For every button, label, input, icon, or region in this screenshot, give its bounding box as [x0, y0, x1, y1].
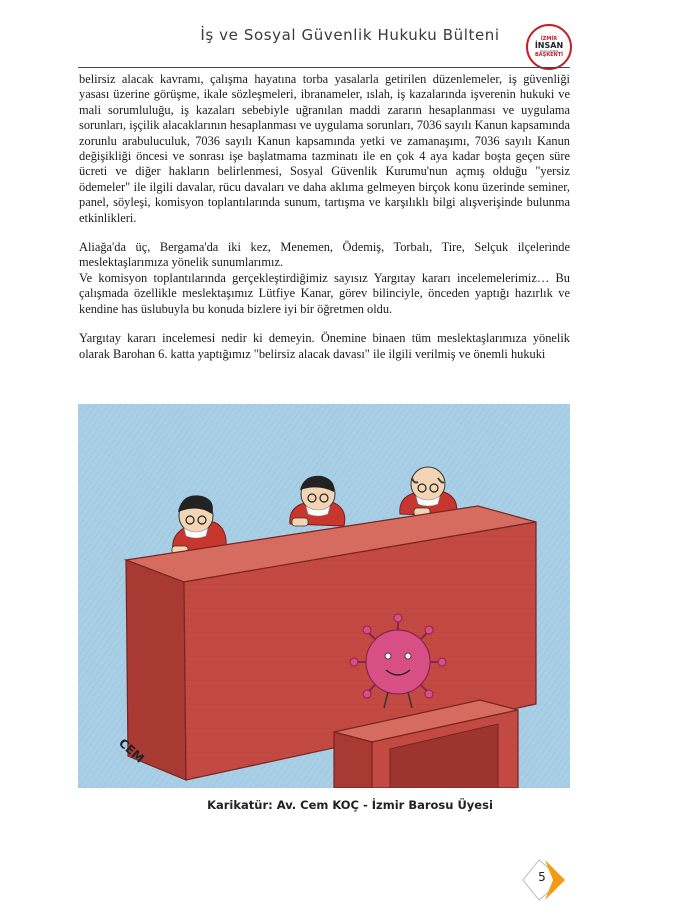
cartoonist-signature: CEM — [115, 735, 147, 766]
logo-line-1: İZMİR — [540, 35, 558, 42]
page-number: 5 — [538, 870, 546, 884]
logo-line-3: HAKLARININ — [539, 48, 559, 53]
coronavirus-figure — [350, 614, 446, 708]
logo-line-4: BAŞKENTİ — [534, 51, 564, 58]
paragraph-2: Aliağa'da üç, Bergama'da iki kez, Menemen, Ödemiş, Torbalı, Tire, Selçuk ilçelerinde meslektaşlarımıza yönelik sunumlarımız. — [79, 240, 570, 270]
cartoon-illustration — [78, 404, 570, 788]
header-divider — [78, 67, 570, 68]
article-body — [79, 72, 570, 376]
cartoon-caption: Karikatür: Av. Cem KOÇ - İzmir Barosu Üyesi — [207, 798, 493, 812]
paragraph-1: belirsiz alacak kavramı, çalışma hayatına torba yasalarla getirilen düzenlemeler, iş güvenliği yasası üzerine görüşme, ikale sözleşmeleri, ibranameler, ıslah, iş kazalarında işverenin hukuki ve mali sorumluluğu, iş kazaları sebebiyle uğranılan maddi zararın hesaplanması ve uygulama sorunları, işçilik alacaklarının hesaplanması ve uygulama sorunları, 7036 sayılı Kanun kapsamında zorunlu arabuluculuk, 7036 sayılı Kanun kapsamında yetki ve zamanaşımı, 7036 sayılı Kanun değişikliği öncesi ve sonrası işe başlatmama tazminatı ile en çok 4 aya kadar boşta geçen süre ücreti ve diğer hakların belirlenmesi, Sosyal Güvenlik Kurumu'nun açmış olduğu "yersiz ödemeler" ile ilgili davalar, rücu davaları ve daha aklıma gelmeyen birçok konu üzerinde seminer, panel, söyleşi, komisyon toplantılarında sunum, tartışma ve karşılıklı bilgi alışverişinde bulunma etkinlikleri. — [79, 72, 570, 225]
izmir-bar-logo — [526, 24, 572, 70]
paragraph-4: Yargıtay kararı incelemesi nedir ki demeyin. Önemine binaen tüm meslektaşlarımıza yönelik olarak Barohan 6. katta yaptığımız "belirsiz alacak davası" ile ilgili verilmiş ve önemli hukuki — [79, 331, 570, 361]
logo-line-2: İNSAN — [534, 40, 564, 50]
bulletin-title: İş ve Sosyal Güvenlik Hukuku Bülteni — [200, 26, 500, 44]
paragraph-3: Ve komisyon toplantılarında gerçekleştirdiğimiz sayısız Yargıtay kararı incelemelerimiz… Bu çalışmada özellikle meslektaşımız Lütfiye Kanar, görev bilinciyle, önceden yaptığı hazırlık ve kendine has üslubuyla bu konuda bizlere iyi bir öğretmen oldu. — [79, 270, 570, 316]
